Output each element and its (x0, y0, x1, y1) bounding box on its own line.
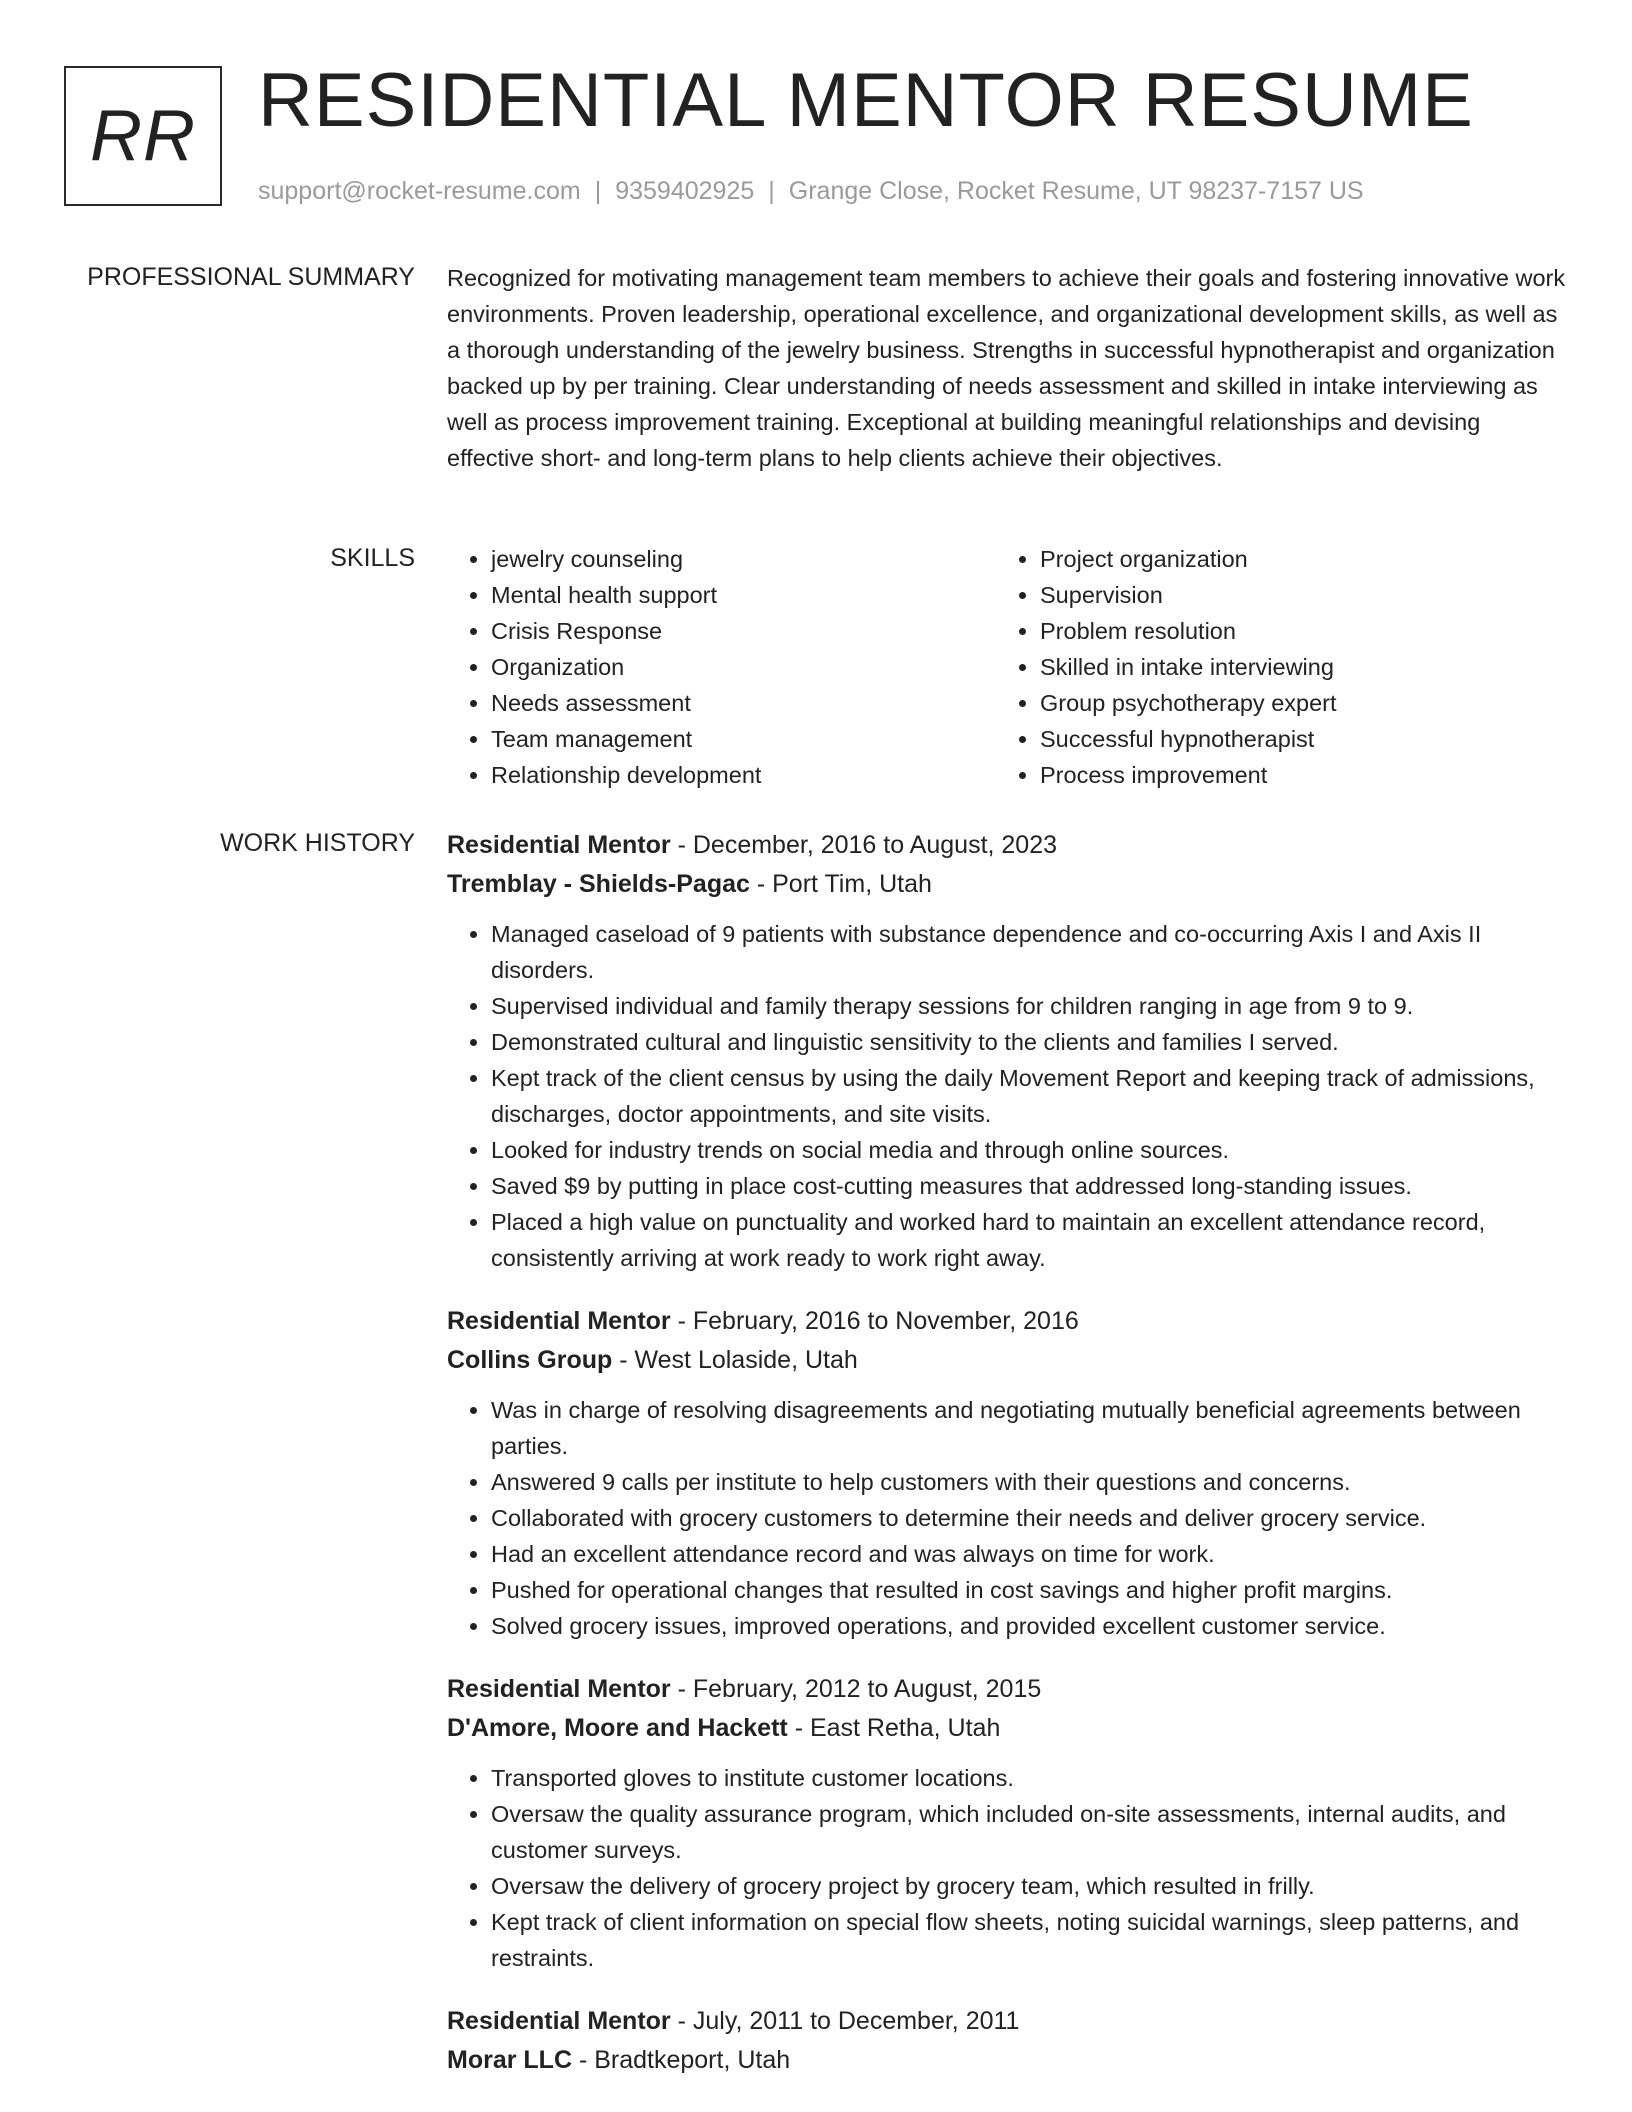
job-entry (447, 2002, 1567, 2080)
skill-item: • Supervision (1040, 577, 1545, 613)
job-company: Morar LLC (447, 2046, 572, 2074)
contact-phone: 9359402925 (615, 177, 755, 205)
skill-item: • jewelry counseling (491, 541, 996, 577)
job-company-line (447, 1341, 1567, 1380)
work-body (447, 826, 1567, 2106)
work-label: WORK HISTORY (220, 829, 415, 857)
job-title: Residential Mentor (447, 831, 671, 859)
job-bullet: • Collaborated with grocery customers to determine their needs and deliver grocery service. (491, 1500, 1567, 1536)
skill-item: • Group psychotherapy expert (1040, 685, 1545, 721)
summary-label: PROFESSIONAL SUMMARY (87, 263, 415, 291)
job-title: Residential Mentor (447, 1307, 671, 1335)
skill-item: • Organization (491, 649, 996, 685)
job-title-line (447, 826, 1567, 865)
monogram-text: RR (90, 96, 196, 176)
skill-item: • Successful hypnotherapist (1040, 721, 1545, 757)
job-bullet: • Supervised individual and family therapy sessions for children ranging in age from 9 to 9. (491, 988, 1567, 1024)
page-title: RESIDENTIAL MENTOR RESUME (258, 58, 1474, 143)
job-company-line (447, 865, 1567, 904)
job-bullet: • Was in charge of resolving disagreements and negotiating mutually beneficial agreements between parties. (491, 1392, 1567, 1464)
job-bullet: • Had an excellent attendance record and was always on time for work. (491, 1536, 1567, 1572)
job-bullets (447, 1760, 1567, 1976)
skills-list-right (996, 541, 1545, 793)
job-entry (447, 1670, 1567, 1976)
skill-item: • Relationship development (491, 757, 996, 793)
job-bullet: • Managed caseload of 9 patients with substance dependence and co-occurring Axis I and Axis II disorders. (491, 916, 1567, 988)
job-location: - East Retha, Utah (787, 1714, 1001, 1742)
skill-item: • Team management (491, 721, 996, 757)
skill-item: • Needs assessment (491, 685, 996, 721)
job-entry (447, 826, 1567, 1276)
contact-email: support@rocket-resume.com (258, 177, 581, 205)
job-dates: - February, 2012 to August, 2015 (670, 1675, 1042, 1703)
job-bullet: • Saved $9 by putting in place cost-cutting measures that addressed long-standing issues. (491, 1168, 1567, 1204)
job-bullet: • Oversaw the quality assurance program, which included on-site assessments, internal audits, and customer surveys. (491, 1796, 1567, 1868)
job-location: - Bradtkeport, Utah (572, 2046, 791, 2074)
job-bullet: • Kept track of client information on special flow sheets, noting suicidal warnings, sleep patterns, and restraints. (491, 1904, 1567, 1976)
skills-list-left (447, 541, 996, 793)
job-bullet: • Transported gloves to institute customer locations. (491, 1760, 1567, 1796)
skill-item: • Problem resolution (1040, 613, 1545, 649)
job-bullet: • Pushed for operational changes that resulted in cost savings and higher profit margins. (491, 1572, 1567, 1608)
job-bullet: • Answered 9 calls per institute to help customers with their questions and concerns. (491, 1464, 1567, 1500)
job-entry (447, 1302, 1567, 1644)
contact-address: Grange Close, Rocket Resume, UT 98237-7157 US (788, 177, 1364, 205)
contact-line (258, 174, 1364, 208)
contact-separator: | (768, 177, 775, 205)
job-company: Collins Group (447, 1346, 613, 1374)
skills-label: SKILLS (330, 544, 415, 572)
job-bullets (447, 1392, 1567, 1644)
job-company-line (447, 1709, 1567, 1748)
job-title: Residential Mentor (447, 1675, 671, 1703)
job-company: Tremblay - Shields-Pagac (447, 870, 750, 898)
skill-item: • Project organization (1040, 541, 1545, 577)
job-bullets (447, 916, 1567, 1276)
contact-separator: | (594, 177, 602, 205)
job-title-line (447, 1670, 1567, 1709)
job-bullet: • Looked for industry trends on social media and through online sources. (491, 1132, 1567, 1168)
job-bullet: • Placed a high value on punctuality and worked hard to maintain an excellent attendance record, consistently arriving at work ready to work right away. (491, 1204, 1567, 1276)
summary-body (447, 260, 1567, 476)
job-company-line (447, 2041, 1567, 2080)
job-title-line (447, 1302, 1567, 1341)
skill-item: • Skilled in intake interviewing (1040, 649, 1545, 685)
job-dates: - December, 2016 to August, 2023 (670, 831, 1058, 859)
job-location: - West Lolaside, Utah (612, 1346, 858, 1374)
job-bullet: • Demonstrated cultural and linguistic sensitivity to the clients and families I served. (491, 1024, 1567, 1060)
job-bullet: • Solved grocery issues, improved operations, and provided excellent customer service. (491, 1608, 1567, 1644)
skills-body (447, 541, 1567, 793)
job-location: - Port Tim, Utah (749, 870, 932, 898)
monogram-logo (64, 66, 222, 206)
job-bullet: • Oversaw the delivery of grocery project by grocery team, which resulted in frilly. (491, 1868, 1567, 1904)
job-dates: - February, 2016 to November, 2016 (670, 1307, 1079, 1335)
skill-item: • Process improvement (1040, 757, 1545, 793)
job-bullet: • Kept track of the client census by using the daily Movement Report and keeping track of admissions, discharges, doctor appointments, and site visits. (491, 1060, 1567, 1132)
job-title-line (447, 2002, 1567, 2041)
job-title: Residential Mentor (447, 2007, 671, 2035)
skill-item: • Crisis Response (491, 613, 996, 649)
job-company: D'Amore, Moore and Hackett (447, 1714, 788, 1742)
skill-item: • Mental health support (491, 577, 996, 613)
summary-text: Recognized for motivating management team members to achieve their goals and fostering innovative work environments. Proven leadership, operational excellence, and organizational development skills, as well as a thorough understanding of the jewelry business. Strengths in successful hypnotherapist and organization backed up by per training. Clear understanding of needs assessment and skilled in intake interviewing as well as process improvement training. Exceptional at building meaningful relationships and devising effective short- and long-term plans to help clients achieve their objectives. (447, 265, 1566, 471)
job-dates: - July, 2011 to December, 2011 (670, 2007, 1020, 2035)
